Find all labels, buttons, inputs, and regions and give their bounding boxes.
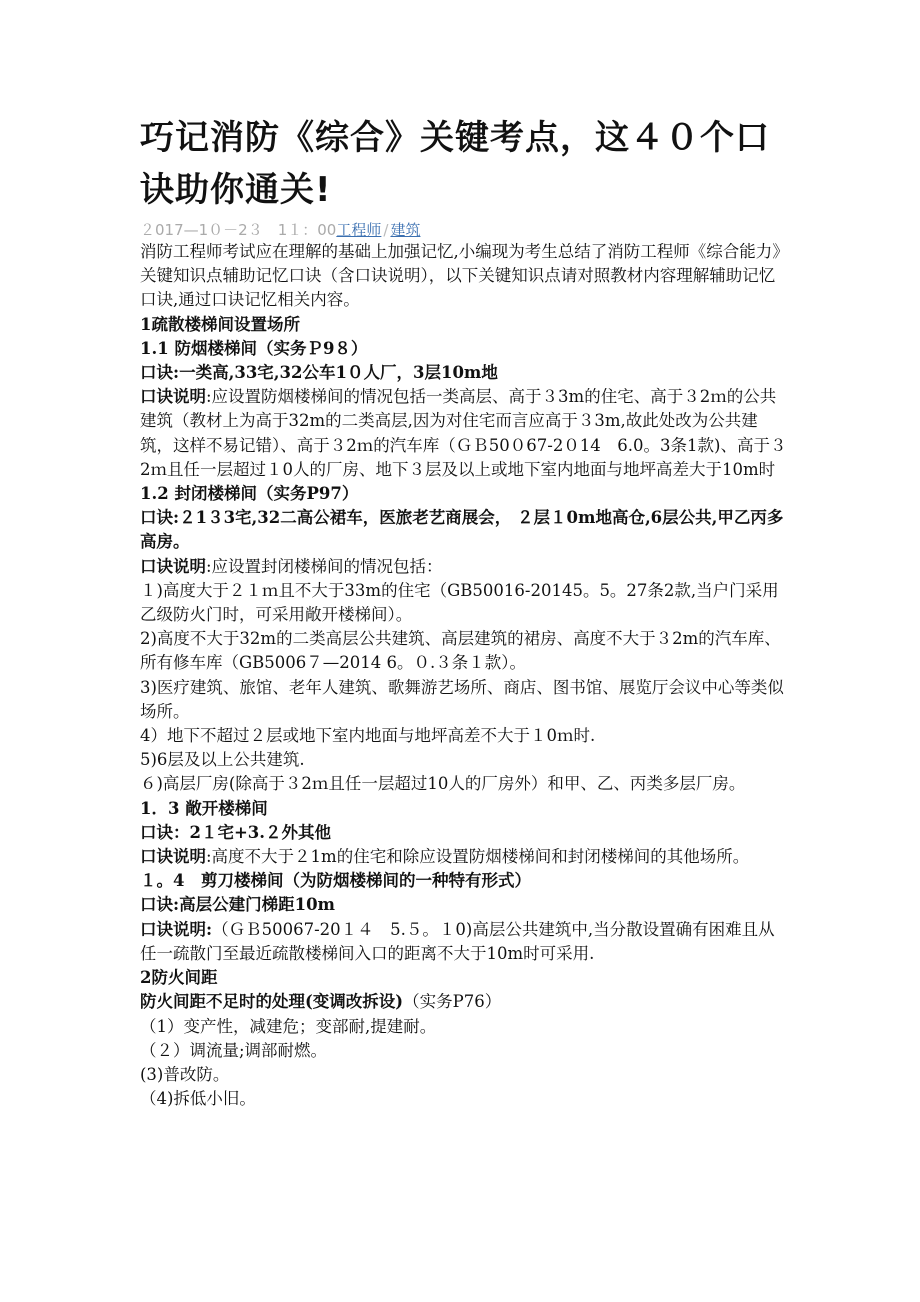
explain-label: 口诀说明 bbox=[140, 847, 206, 867]
category-separator: / bbox=[383, 221, 389, 239]
section-1-2-explain bbox=[140, 555, 790, 579]
list-item: （２）调流量;调部耐燃。 bbox=[140, 1040, 328, 1060]
section-2-heading: 2防火间距 bbox=[140, 968, 218, 988]
section-1-heading: 1疏散楼梯间设置场所 bbox=[140, 314, 300, 334]
list-item: （1）变产性，减建危；变部耐,提建耐。 bbox=[140, 1016, 437, 1036]
document-page bbox=[140, 112, 790, 1111]
explain-text: （ＧＢ50067-20１４ 5.５。１0)高层公共建筑中,当分散设置确有困难且从任一疏散门至最近疏散楼梯间入口的距离不大于10m时可采用. bbox=[140, 919, 775, 963]
intro-paragraph: 消防工程师考试应在理解的基础上加强记忆,小编现为考生总结了消防工程师《综合能力》关键知识点辅助记忆口诀（含口诀说明），以下关键知识点请对照教材内容理解辅助记忆口诀,通过口诀记忆相关内容。 bbox=[140, 242, 789, 310]
category-link-building[interactable]: 建筑 bbox=[390, 221, 421, 239]
section-1-1-heading: 1.1 防烟楼梯间（实务Ｐ9８） bbox=[140, 338, 368, 358]
explain-label: 口诀说明 bbox=[140, 387, 206, 407]
explain-text: :应设置防烟楼梯间的情况包括一类高层、高于３3m的住宅、高于３2ｍ的公共建筑（教材上为高于32m的二类高层,因为对住宅而言应高于３3m,故此处改为公共建筑，这样不易记错）、高于３2ｍ的汽车库（ＧＢ50０67-2０14 6.0。3条1款)、高于３2ｍ且任一层超过１0人的厂房、地下３层及以上或地下室内地面与地坪高差大于10m时 bbox=[140, 387, 787, 479]
section-2-sub-heading bbox=[140, 990, 790, 1014]
section-1-1-explain bbox=[140, 385, 790, 482]
list-item: （4)拆低小旧。 bbox=[140, 1089, 256, 1109]
list-item: 2)高度不大于32m的二类高层公共建筑、高层建筑的裙房、高度不大于３2m的汽车库、所有修车库（GB5006７—2014 6。０.３条１款）。 bbox=[140, 629, 781, 673]
article-meta bbox=[140, 220, 790, 240]
section-1-4-explain bbox=[140, 918, 790, 966]
list-item: ６)高层厂房(除高于３2ｍ且任一层超过10人的厂房外）和甲、乙、丙类多层厂房。 bbox=[140, 774, 746, 794]
publish-date: ２017—1０－2３ 1１：00 bbox=[140, 221, 337, 239]
article-title: 巧记消防《综合》关键考点，这４０个口诀助你通关! bbox=[140, 118, 770, 210]
section-1-2-heading: 1.2 封闭楼梯间（实务P97） bbox=[140, 484, 359, 504]
section-1-1-mnemonic: 口诀:一类高,33宅,32公车1０人厂，3层10m地 bbox=[140, 363, 498, 383]
list-item: 4）地下不超过２层或地下室内地面与地坪高差不大于１0ｍ时. bbox=[140, 726, 596, 746]
section-1-4-mnemonic: 口诀:高层公建门梯距10m bbox=[140, 895, 336, 915]
list-item: 5)6层及以上公共建筑. bbox=[140, 750, 305, 770]
section-1-4-heading: １。4 剪刀楼梯间（为防烟楼梯间的一种特有形式） bbox=[140, 871, 531, 891]
category-link-engineer[interactable]: 工程师 bbox=[336, 221, 382, 239]
explain-text: :高度不大于２1m的住宅和除应设置防烟楼梯间和封闭楼梯间的其他场所。 bbox=[206, 847, 750, 867]
list-item: １)高度大于２１ｍ且不大于33m的住宅（GB50016-20145。5。27条2款,当户门采用乙级防火门时，可采用敞开楼梯间）。 bbox=[140, 580, 779, 625]
explain-text: :应设置封闭楼梯间的情况包括： bbox=[206, 556, 443, 576]
section-1-3-explain bbox=[140, 845, 790, 869]
section-1-3-mnemonic: 口诀：2１宅+3.２外其他 bbox=[140, 822, 332, 842]
list-item: (3)普改防。 bbox=[140, 1064, 230, 1084]
list-item: 3)医疗建筑、旅馆、老年人建筑、歌舞游艺场所、商店、图书馆、展览厅会议中心等类似场所。 bbox=[140, 677, 784, 721]
explain-label: 口诀说明 bbox=[140, 556, 206, 576]
sub-heading-text: 防火间距不足时的处理(变调改拆设) bbox=[140, 992, 404, 1012]
sub-heading-ref: （实务P76） bbox=[403, 992, 502, 1012]
section-1-2-mnemonic: 口诀:２1３3宅,32二高公裙车，医旅老艺商展会， ２层１0m地高仓,6层公共,甲乙丙多高房。 bbox=[140, 508, 784, 552]
explain-label: 口诀说明: bbox=[140, 919, 213, 939]
section-1-3-heading: 1．3 敞开楼梯间 bbox=[140, 798, 268, 818]
